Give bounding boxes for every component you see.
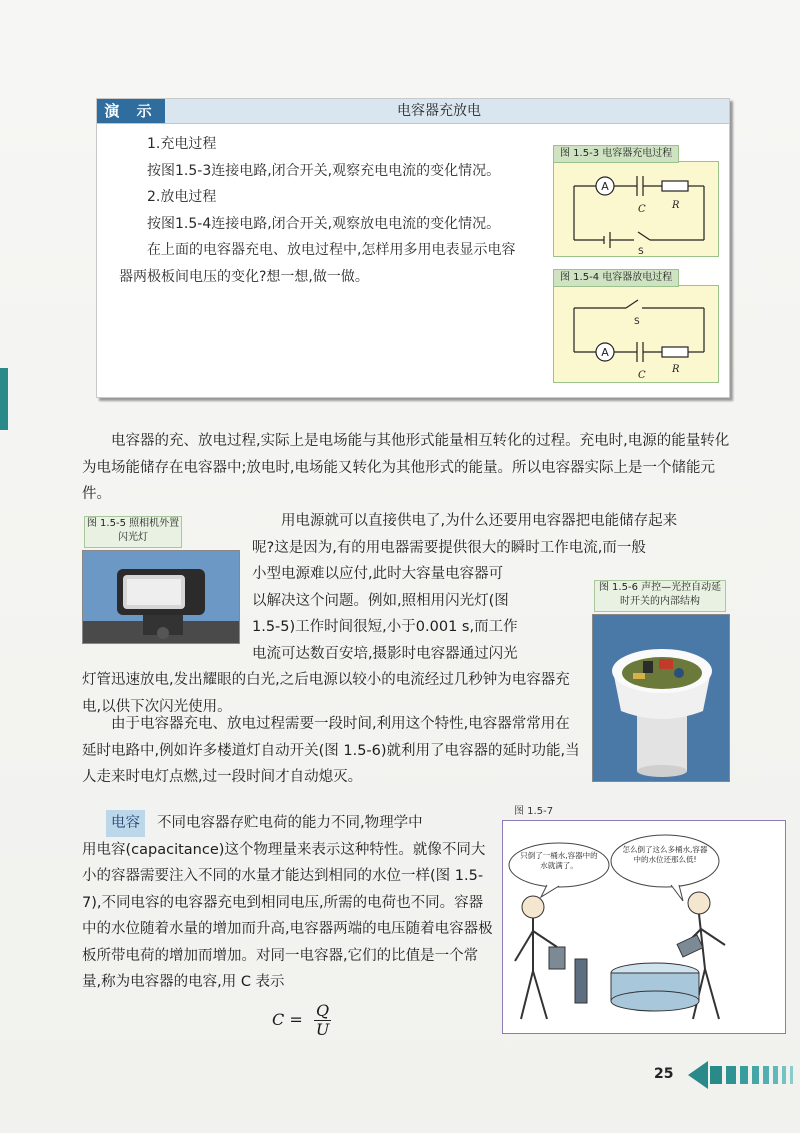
- demo-tag: 演 示: [97, 99, 165, 123]
- paragraph-text: 灯管迅速放电,发出耀眼的白光,之后电源以较小的电流经过几秒钟为电容器充电,以供下次闪光使用。: [82, 672, 570, 715]
- figure-1-5-6-caption: 图 1.5-6 声控—光控自动延时开关的内部结构: [594, 580, 726, 612]
- speech-bubble-right: 怎么倒了这么多桶水,容器中的水位还那么低!: [622, 845, 708, 864]
- figure-1-5-7-caption: 图 1.5-7: [514, 806, 554, 817]
- demo-header: [97, 99, 729, 124]
- paragraph-text: 用电容(capacitance)这个物理量来表示这种特性。就像不同大小的容器需要注入不同的水量才能达到相同的水位一样(图 1.5-7),不同电容的电容器充电到相同电压,所需的电荷也不同。容器中的水位随着水量的增加而升高,电容器两端的电压随着电容器极板所带电荷的增加而增加。对同一电容器,它们的比值是一个常量,称为电容器的电容,用 C 表示: [82, 841, 493, 990]
- paragraph-line: 呢?这是因为,有的用电器需要提供很大的瞬时工作电流,而一般: [252, 539, 646, 556]
- term-capacitance: 电容: [106, 810, 145, 837]
- discharging-circuit-diagram: [554, 286, 718, 382]
- figure-1-5-4: [553, 285, 719, 383]
- formula-numerator: Q: [314, 1002, 331, 1021]
- section-side-tab: [0, 368, 8, 430]
- demo-box: [96, 98, 730, 398]
- page-number: 25: [654, 1066, 674, 1082]
- paragraph-first-line: [82, 810, 494, 837]
- paragraph-line: 1.5-5)工作时间很短,小于0.001 s,而工作: [252, 619, 518, 635]
- paragraph-line: 电流可达数百安培,摄影时电容器通过闪光: [252, 645, 518, 662]
- formula-fraction: [314, 1002, 331, 1039]
- paragraph-energy-storage: [82, 428, 730, 508]
- formula-lhs: C =: [272, 1010, 303, 1029]
- capacitance-formula: [272, 1002, 331, 1039]
- paragraph-line: 以解决这个问题。例如,照相用闪光灯(图: [252, 592, 509, 609]
- camera-flash-photo: [82, 550, 240, 644]
- demo-line-discharge-step: 按图1.5-4连接电路,闭合开关,观察放电电流的变化情况。: [147, 215, 501, 232]
- demo-text: [119, 131, 524, 290]
- camera-flash-illustration: [83, 551, 239, 643]
- demo-line-charge-step: 按图1.5-3连接电路,闭合开关,观察充电电流的变化情况。: [147, 162, 501, 179]
- figure-1-5-3: [553, 161, 719, 257]
- switch-label: S: [634, 317, 640, 327]
- figure-1-5-5-caption: 图 1.5-5 照相机外置闪光灯: [84, 516, 182, 548]
- demo-line-charge-heading: 1.充电过程: [147, 136, 217, 152]
- demo-line-discharge-heading: 2.放电过程: [147, 189, 217, 205]
- figure-1-5-4-caption: 图 1.5-4 电容器放电过程: [553, 269, 679, 287]
- delay-switch-photo: [592, 614, 730, 782]
- formula-denominator: U: [315, 1020, 330, 1039]
- capacitor-label: C: [638, 370, 646, 381]
- water-container-cartoon: [502, 820, 786, 1034]
- resistor-label: R: [672, 200, 680, 211]
- paragraph-delay-circuit: [82, 711, 584, 791]
- ammeter-label: A: [601, 180, 609, 193]
- charging-circuit-diagram: [554, 162, 718, 256]
- delay-switch-illustration: [593, 615, 729, 781]
- paragraph-line: 用电源就可以直接供电了,为什么还要用电容器把电能储存起来: [281, 513, 678, 529]
- paragraph-text: 电容器的充、放电过程,实际上是电场能与其他形式能量相互转化的过程。充电时,电源的能量转化为电场能储存在电容器中;放电时,电场能又转化为其他形式的能量。所以电容器实际上是一个储能元件。: [82, 433, 730, 502]
- ammeter-label: A: [601, 346, 609, 359]
- paragraph-first-line-text: 不同电容器存贮电荷的能力不同,物理学中: [157, 815, 423, 831]
- next-page-arrow-icon[interactable]: [688, 1060, 800, 1090]
- capacitor-label: C: [638, 204, 646, 215]
- paragraph-line: 小型电源难以应付,此时大容量电容器可: [252, 566, 504, 582]
- switch-label: S: [638, 247, 644, 256]
- paragraph-capacitance: [82, 810, 494, 996]
- paragraph-text: 由于电容器充电、放电过程需要一段时间,利用这个特性,电容器常常用在延时电路中,例如许多楼道灯自动开关(图 1.5-6)就利用了电容器的延时功能,当人走来时电灯点燃,过一段时间才自动熄灭。: [82, 716, 580, 785]
- speech-bubble-left: 只倒了一桶水,容器中的水就满了。: [520, 851, 598, 870]
- figure-1-5-3-caption: 图 1.5-3 电容器充电过程: [553, 145, 679, 163]
- resistor-label: R: [672, 364, 680, 375]
- demo-line-question: 在上面的电容器充电、放电过程中,怎样用多用电表显示电容器两极板间电压的变化?想一想,做一做。: [119, 242, 516, 285]
- demo-title: 电容器充放电: [397, 103, 481, 119]
